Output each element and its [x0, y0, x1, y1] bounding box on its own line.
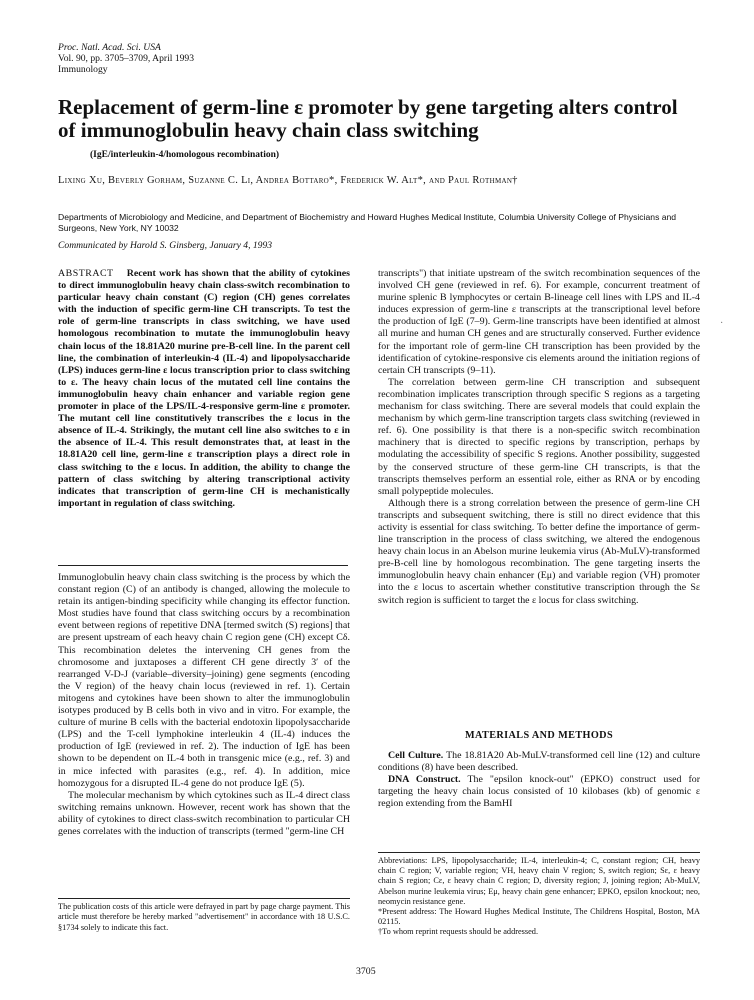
cell-culture-heading: Cell Culture. [388, 750, 444, 761]
introduction [58, 572, 350, 838]
right-paragraph-2: The correlation between germ-line CH transcription and subsequent recombination implicates transcription through specific S regions as a targeting mechanism for class switching. There are several models that could explain the mechanism by which germ-line transcription targets class switching (reviewed in ref. 6). One possibility is that there is a non-specific switch recombination machinery that is directed to specific regions by transcription, perhaps by modulating the accessibility of specific S regions. Another possibility, suggested by the conserved structure of these germ-line CH transcripts, is that the transcripts themselves perform an essential role, either as RNA or by encoding small polypeptide molecules. [378, 376, 700, 497]
journal-section: Immunology [58, 64, 108, 75]
footnote-divider-left [58, 898, 350, 899]
right-paragraph-3: Although there is a strong correlation between the presence of germ-line CH transcripts and subsequent switching, there is still no direct evidence that this activity is essential for class switching. To better define the importance of germ-line transcription in the process of class switching, we altered the endogenous heavy chain locus in an Abelson murine leukemia virus (Ab-MuLV)-transformed pre-B-cell line by homologous recombination. The gene targeting inserts the immunoglobulin heavy chain enhancer (Eμ) and variable region (VH) promoter into the ε locus to ascertain whether constitutive transcription through the Sε switch region is sufficient to target the ε locus for class switching. [378, 497, 700, 606]
reprint-request: †To whom reprint requests should be addressed. [378, 927, 539, 937]
present-address: *Present address: The Howard Hughes Medical Institute, The Childrens Hospital, Boston, MA 02115. [378, 907, 700, 927]
methods-text [378, 750, 700, 810]
affiliation: Departments of Microbiology and Medicine, and Department of Biochemistry and Howard Hughes Medical Institute, Columbia University College of Physicians and Surgeons, New York, NY 10032 [58, 212, 677, 233]
author-list: Lixing Xu, Beverly Gorham, Suzanne C. Li, Andrea Bottaro*, Frederick W. Alt*, and Paul Rothman† [58, 175, 518, 186]
cell-culture-paragraph [378, 750, 700, 774]
communicated-by: Communicated by Harold S. Ginsberg, January 4, 1993 [58, 240, 273, 251]
intro-paragraph-1: Immunoglobulin heavy chain class switching is the process by which the constant region (C) of an antibody is changed, allowing the molecule to retain its antigen-binding specificity while changing its effector function. Most studies have found that class switching occurs by a recombination event between regions of repetitive DNA [termed switch (S) regions] that are present upstream of each heavy chain C region gene (CH) except Cδ. This recombination deletes the intervening CH genes from the chromosome and juxtaposes a different CH gene directly 3′ of the rearranged V-D-J (variable–diversity–joining) gene segments (encoding the V region) of the heavy chain locus (reviewed in ref. 1). Certain mitogens and cytokines have been shown to alter the immunoglobulin isotypes produced by B cells both in vivo and in vitro. For example, the culture of murine B cells with the bacterial endotoxin lipopolysaccharide (LPS) and the T-cell lymphokine interleukin 4 (IL-4) induces the production of IgE (reviewed in ref. 2). The induction of IgE has been shown to be dependent on IL-4 both in transgenic mice (e.g., ref. 3) and in mice infected with parasites (e.g., ref. 4). In addition, mice homozygous for a disrupted IL-4 gene do not produce IgE (5). [58, 572, 350, 789]
journal-volume: Vol. 90, pp. 3705–3709, April 1993 [58, 53, 195, 64]
dna-construct-paragraph [378, 774, 700, 810]
abstract-divider [58, 565, 348, 566]
journal-name: Proc. Natl. Acad. Sci. USA [58, 42, 161, 53]
cell-culture-text: The 18.81A20 Ab-MuLV-transformed cell line (12) and culture conditions (8) have been described. [378, 750, 700, 774]
right-column-text [378, 268, 700, 607]
right-paragraph-1: transcripts") that initiate upstream of the switch recombination sequences of the involved CH gene (reviewed in ref. 6). For example, concurrent treatment of murine splenic B lymphocytes or certain B-lineage cell lines with LPS and IL-4 induces expression of germ-line ε transcripts at the transcriptional level before the production of IgE (7–9). Germ-line transcripts have been identified at almost all murine and human CH genes and are structurally conserved. Further evidence for the important role of germ-line CH transcription has been provided by the identification of cytokine-responsive cis elements around the initiation regions of certain CH transcripts (9–11). [378, 268, 700, 376]
methods-heading: MATERIALS AND METHODS [464, 730, 614, 741]
abbreviations-footnote [378, 856, 700, 938]
dna-construct-text: The "epsilon knock-out" (EPKO) construct used for targeting the heavy chain locus consisted of 10 kilobases (kb) of genomic ε region extending from the BamHI [378, 774, 700, 810]
publication-cost-footnote: The publication costs of this article were defrayed in part by page charge payment. This article must therefore be hereby marked "advertisement" in accordance with 18 U.S.C. §1734 solely to indicate this fact. [58, 902, 350, 932]
margin-mark: · [720, 318, 724, 329]
journal-header [58, 42, 194, 75]
article-title: Replacement of germ-line ε promoter by gene targeting alters control of immunoglobulin heavy chain class switching [58, 95, 678, 142]
abstract-text: Recent work has shown that the ability of cytokines to direct immunoglobulin heavy chain class-switch recombination to particular heavy chain constant (C) region (CH) genes correlates with the induction of specific germ-line CH transcripts. To test the role of germ-line transcripts in class switching, we have used homologous recombination to mutate the immunoglobulin heavy chain locus of the 18.81A20 murine pre-B-cell line. In the parent cell line, the combination of interleukin-4 (IL-4) and lipopolysaccharide (LPS) induces germ-line ε locus transcription prior to class switching to ε. The heavy chain locus of the mutated cell line contains the immunoglobulin heavy chain enhancer and variable region gene promoter in place of the LPS/IL-4-responsive germ-line ε promoter. The mutant cell line constitutively transcribes the ε locus in the absence of IL-4. Strikingly, the mutant cell line also switches to ε in the absence of IL-4. This result demonstrates that, at least in the 18.81A20 cell line, germ-line ε transcription plays a direct role in class switching to the ε locus. In addition, the ability to change the pattern of class switching by altering transcriptional activity indicates that transcription of germ-line CH is mechanistically important in regulation of class switching. [58, 268, 350, 509]
keywords: (IgE/interleukin-4/homologous recombination) [90, 150, 280, 160]
abstract [58, 268, 350, 510]
intro-paragraph-2: The molecular mechanism by which cytokines such as IL-4 direct class switching remains unknown. However, recent work has shown that the ability of cytokines to direct class-switch recombination to particular CH genes correlates with the induction of transcripts (termed "germ-line CH [58, 789, 350, 837]
footnote-divider-right [378, 852, 700, 853]
page-number: 3705 [356, 966, 376, 977]
dna-construct-heading: DNA Construct. [388, 774, 461, 786]
abbreviations: Abbreviations: LPS, lipopolysaccharide; IL-4, interleukin-4; C, constant region; CH, heavy chain C region; V, variable region; VH, heavy chain V region; S, switch region; Sε, ε heavy chain S region; Cε, ε heavy chain C region; D, diversity region; J, joining region; Ab-MuLV, Abelson murine leukemia virus; Eμ, heavy chain gene enhancer; EPKO, epsilon knockout; neo, neomycin resistance gene. [378, 856, 700, 906]
abstract-label: ABSTRACT [58, 268, 114, 279]
